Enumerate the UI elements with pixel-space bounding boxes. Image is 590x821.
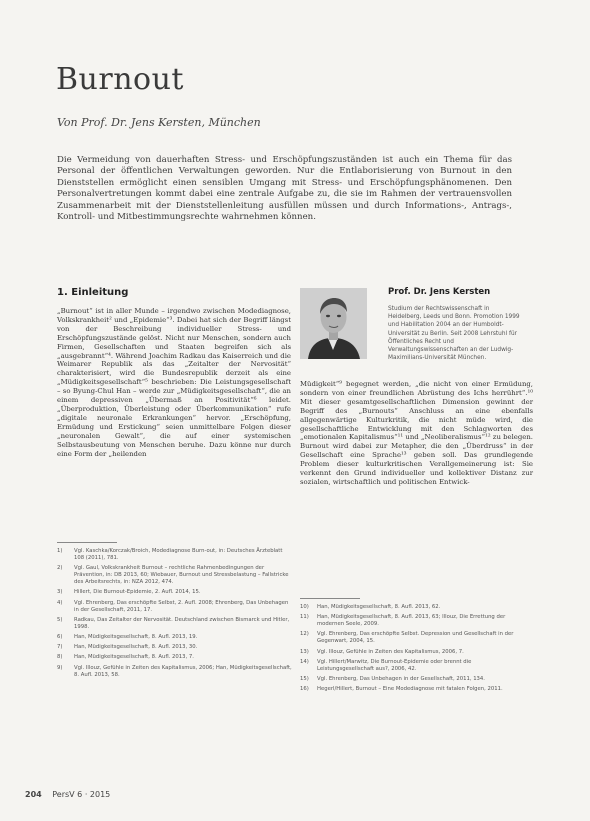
author-bio: Studium der Rechtswissenschaft in Heidelberg, Leeds und Bonn. Promotion 1999 und Habilitation 2004 an der Humboldt-Universität zu Berlin. Seit 2008 Lehrstuhl für Öffentliches Recht und Verwaltungswissenschaften an der Ludwig-Maximilians-Universität München. bbox=[388, 306, 520, 362]
footnote-number: 8) bbox=[57, 654, 63, 661]
footnote-number: 13) bbox=[300, 648, 309, 655]
footnotes-left bbox=[57, 548, 293, 682]
footnote-number: 6) bbox=[57, 633, 63, 640]
abstract-text: Die Vermeidung von dauerhaften Stress- und Erschöpfungszuständen ist auch ein Thema für das Personal der öffentlichen Verwaltungen geworden. Nur die Entlaborisierung von Burnout in den Dienststellen ermöglicht einen sensiblen Umgang mit Stress- und Erschöpfungsphänomenen. Den Personalvertretungen kommt dabei eine zentrale Aufgabe zu, die sie im Rahmen der vertrauensvollen Zusammenarbeit mit der Dienststellenleitung ausfüllen müssen und durch Informations-, Antrags-, Kontroll- und Mitbestimmungsrechte wahrnehmen können. bbox=[57, 155, 512, 223]
footnote bbox=[57, 634, 293, 641]
footnote-divider-right bbox=[300, 598, 360, 599]
footnote bbox=[300, 614, 522, 628]
section-heading: 1. Einleitung bbox=[57, 287, 129, 298]
footnote bbox=[300, 604, 522, 611]
footnote-number: 4) bbox=[57, 599, 63, 606]
footnote-number: 5) bbox=[57, 616, 63, 623]
footnote bbox=[57, 589, 293, 596]
article-title: Burnout bbox=[56, 62, 184, 97]
footnote-number: 1) bbox=[57, 548, 63, 554]
footnote-text: Vgl. Ehrenberg, Das Unbehagen in der Gesellschaft, 2011, 134. bbox=[317, 675, 485, 682]
footnote bbox=[57, 617, 293, 631]
article-byline: Von Prof. Dr. Jens Kersten, München bbox=[57, 116, 261, 129]
footnote bbox=[300, 686, 522, 693]
journal-issue: PersV 6 · 2015 bbox=[52, 790, 111, 799]
footnote-text: Hillert, Die Burnout-Epidemie, 2. Aufl. 2014, 15. bbox=[74, 589, 201, 596]
body-text-left: „Burnout“ ist in aller Munde – irgendwo zwischen Modediagnose, Volkskrankheit² und „Epidemie“³. Dabei hat sich der Begriff längst von der Beschreibung individueller Stress- und Erschöpfungszustände gelöst. Nicht nur Menschen, sondern auch Firmen, Gesellschaften und Staaten begreifen sich als „ausgebrannt“⁴. Während Joachim Radkau das Kaiserreich und die Weimarer Republik als das „Zeitalter der Nervosität“ charakterisiert, wird die Bundesrepublik derzeit als eine „Müdigkeitsgesellschaft“⁵ beschrieben: Die Leistungsgesellschaft – so Byung-Chul Han – werde zur „Müdigkeitsgesellschaft“, die an einem depressiven „Übermaß an Positivität“⁶ leidet. „Überproduktion, Überleistung oder Überkommunikation“ rufe „digitale neuronale Erkrankungen“ hervor. „Erschöpfung, Ermüdung und Erstickung“ seien unmittelbare Folgen dieser „neuronalen Gewalt“, die auf einer systemischen Selbstausbeutung von Menschen beruhe. Dazu könne nur durch eine Form der „heilenden bbox=[57, 307, 291, 458]
footnote-number: 15) bbox=[300, 675, 309, 682]
footnote-text: Hegerl/Hillert, Burnout – Eine Modediagnose mit fatalen Folgen, 2011. bbox=[317, 686, 503, 693]
footnote-text: Vgl. Ehrenberg, Das erschöpfte Selbst. Depression und Gesellschaft in der Gegenwart, 2004, 15. bbox=[317, 631, 514, 645]
footnote bbox=[57, 548, 293, 562]
footnote bbox=[300, 659, 522, 673]
footnote-text: Han, Müdigkeitsgesellschaft, 8. Aufl. 2013, 7. bbox=[74, 654, 194, 661]
footnote-number: 11) bbox=[300, 614, 309, 621]
footnote-text: Han, Müdigkeitsgesellschaft, 8. Aufl. 2013, 19. bbox=[74, 633, 198, 640]
footnote-text: Vgl. Kaschka/Korczak/Broich, Modediagnose Burn-out, in: Deutsches Ärzteblatt 108 (2011), 781. bbox=[74, 548, 283, 561]
footnote-number: 7) bbox=[57, 644, 63, 651]
footnote-number: 9) bbox=[57, 664, 63, 671]
footnote bbox=[57, 600, 293, 614]
footnote bbox=[57, 644, 293, 651]
footnote-text: Han, Müdigkeitsgesellschaft, 8. Aufl. 2013, 30. bbox=[74, 644, 198, 651]
footnote bbox=[300, 631, 522, 645]
footnote bbox=[300, 676, 522, 683]
page-footer bbox=[25, 790, 110, 799]
author-name: Prof. Dr. Jens Kersten bbox=[388, 287, 491, 297]
author-photo-icon bbox=[300, 288, 367, 359]
footnote-text: Han, Müdigkeitsgesellschaft, 8. Aufl. 2013, 62. bbox=[317, 604, 441, 610]
article-abstract bbox=[57, 155, 512, 223]
footnote-text: Radkau, Das Zeitalter der Nervosität. Deutschland zwischen Bismarck und Hitler, 1998. bbox=[74, 616, 290, 630]
footnote-number: 2) bbox=[57, 565, 63, 572]
footnote-text: Vgl. Ehrenberg, Das erschöpfte Selbst, 2. Aufl. 2008; Ehrenberg, Das Unbehagen in der Gesellschaft, 2011, 17. bbox=[74, 599, 289, 613]
footnote-text: Vgl. Illouz, Gefühle in Zeiten des Kapitalismus, 2006; Han, Müdigkeitsgesellschaft, 8. Aufl. 2013, 58. bbox=[74, 664, 292, 678]
footnote-number: 14) bbox=[300, 658, 309, 665]
footnote-text: Vgl. Gaul, Volkskrankheit Burnout – rechtliche Rahmenbedingungen der Prävention, in: DB 2013, 60; Wiebauer, Burnout und Stressbelastung – Fallstricke des Arbeitsrechts, in: NZA 2012, 474. bbox=[74, 565, 289, 586]
footnote-text: Vgl. Illouz, Gefühle in Zeiten des Kapitalismus, 2006, 7. bbox=[317, 648, 464, 655]
footnote bbox=[57, 665, 293, 679]
page-number: 204 bbox=[25, 790, 42, 799]
footnotes-right bbox=[300, 604, 522, 696]
author-portrait bbox=[300, 288, 367, 359]
footnote-number: 3) bbox=[57, 589, 63, 596]
footnote-number: 16) bbox=[300, 686, 309, 693]
footnote-text: Han, Müdigkeitsgesellschaft, 8. Aufl. 2013, 63; Illouz, Die Errettung der modernen Seele, 2009. bbox=[317, 614, 506, 628]
footnote bbox=[300, 649, 522, 656]
body-text-right: Müdigkeit“⁹ begegnet werden, „die nicht von einer Ermüdung, sondern von einer freundlichen Abrüstung des Ichs herrührt“.¹⁰ Mit dieser gesamtgesellschaftlichen Dimension gewinnt der Begriff des „Burnouts“ Anschluss an eine ebenfalls allgegenwärtige Kulturkritik, die nicht müde wird, die gesellschaftliche Entwicklung mit den Schlagworten des „emotionalen Kapitalismus“¹¹ und „Neoliberalismus“¹² zu belegen. Burnout wird dabei zur Metapher, die den „Überdruss“ in der Gesellschaft eine Sprache¹³ geben soll. Das grundlegende Problem dieser kulturkritischen Verallgemeinerung ist: Sie verkennt den Grund individueller und kollektiver Distanz zur sozialen, wirtschaftlich und politischen Entwick- bbox=[300, 380, 533, 486]
footnote bbox=[57, 565, 293, 586]
body-column-right bbox=[300, 380, 533, 487]
footnote-number: 10) bbox=[300, 604, 309, 610]
author-box bbox=[388, 287, 520, 362]
footnote-number: 12) bbox=[300, 631, 309, 638]
body-column-left bbox=[57, 307, 291, 458]
footnote-text: Vgl. Hillert/Marwitz, Die Burnout-Epidemie oder brennt die Leistungsgesellschaft aus?, 2006, 42. bbox=[317, 658, 472, 672]
footnote-divider-left bbox=[57, 542, 117, 543]
footnote bbox=[57, 654, 293, 661]
